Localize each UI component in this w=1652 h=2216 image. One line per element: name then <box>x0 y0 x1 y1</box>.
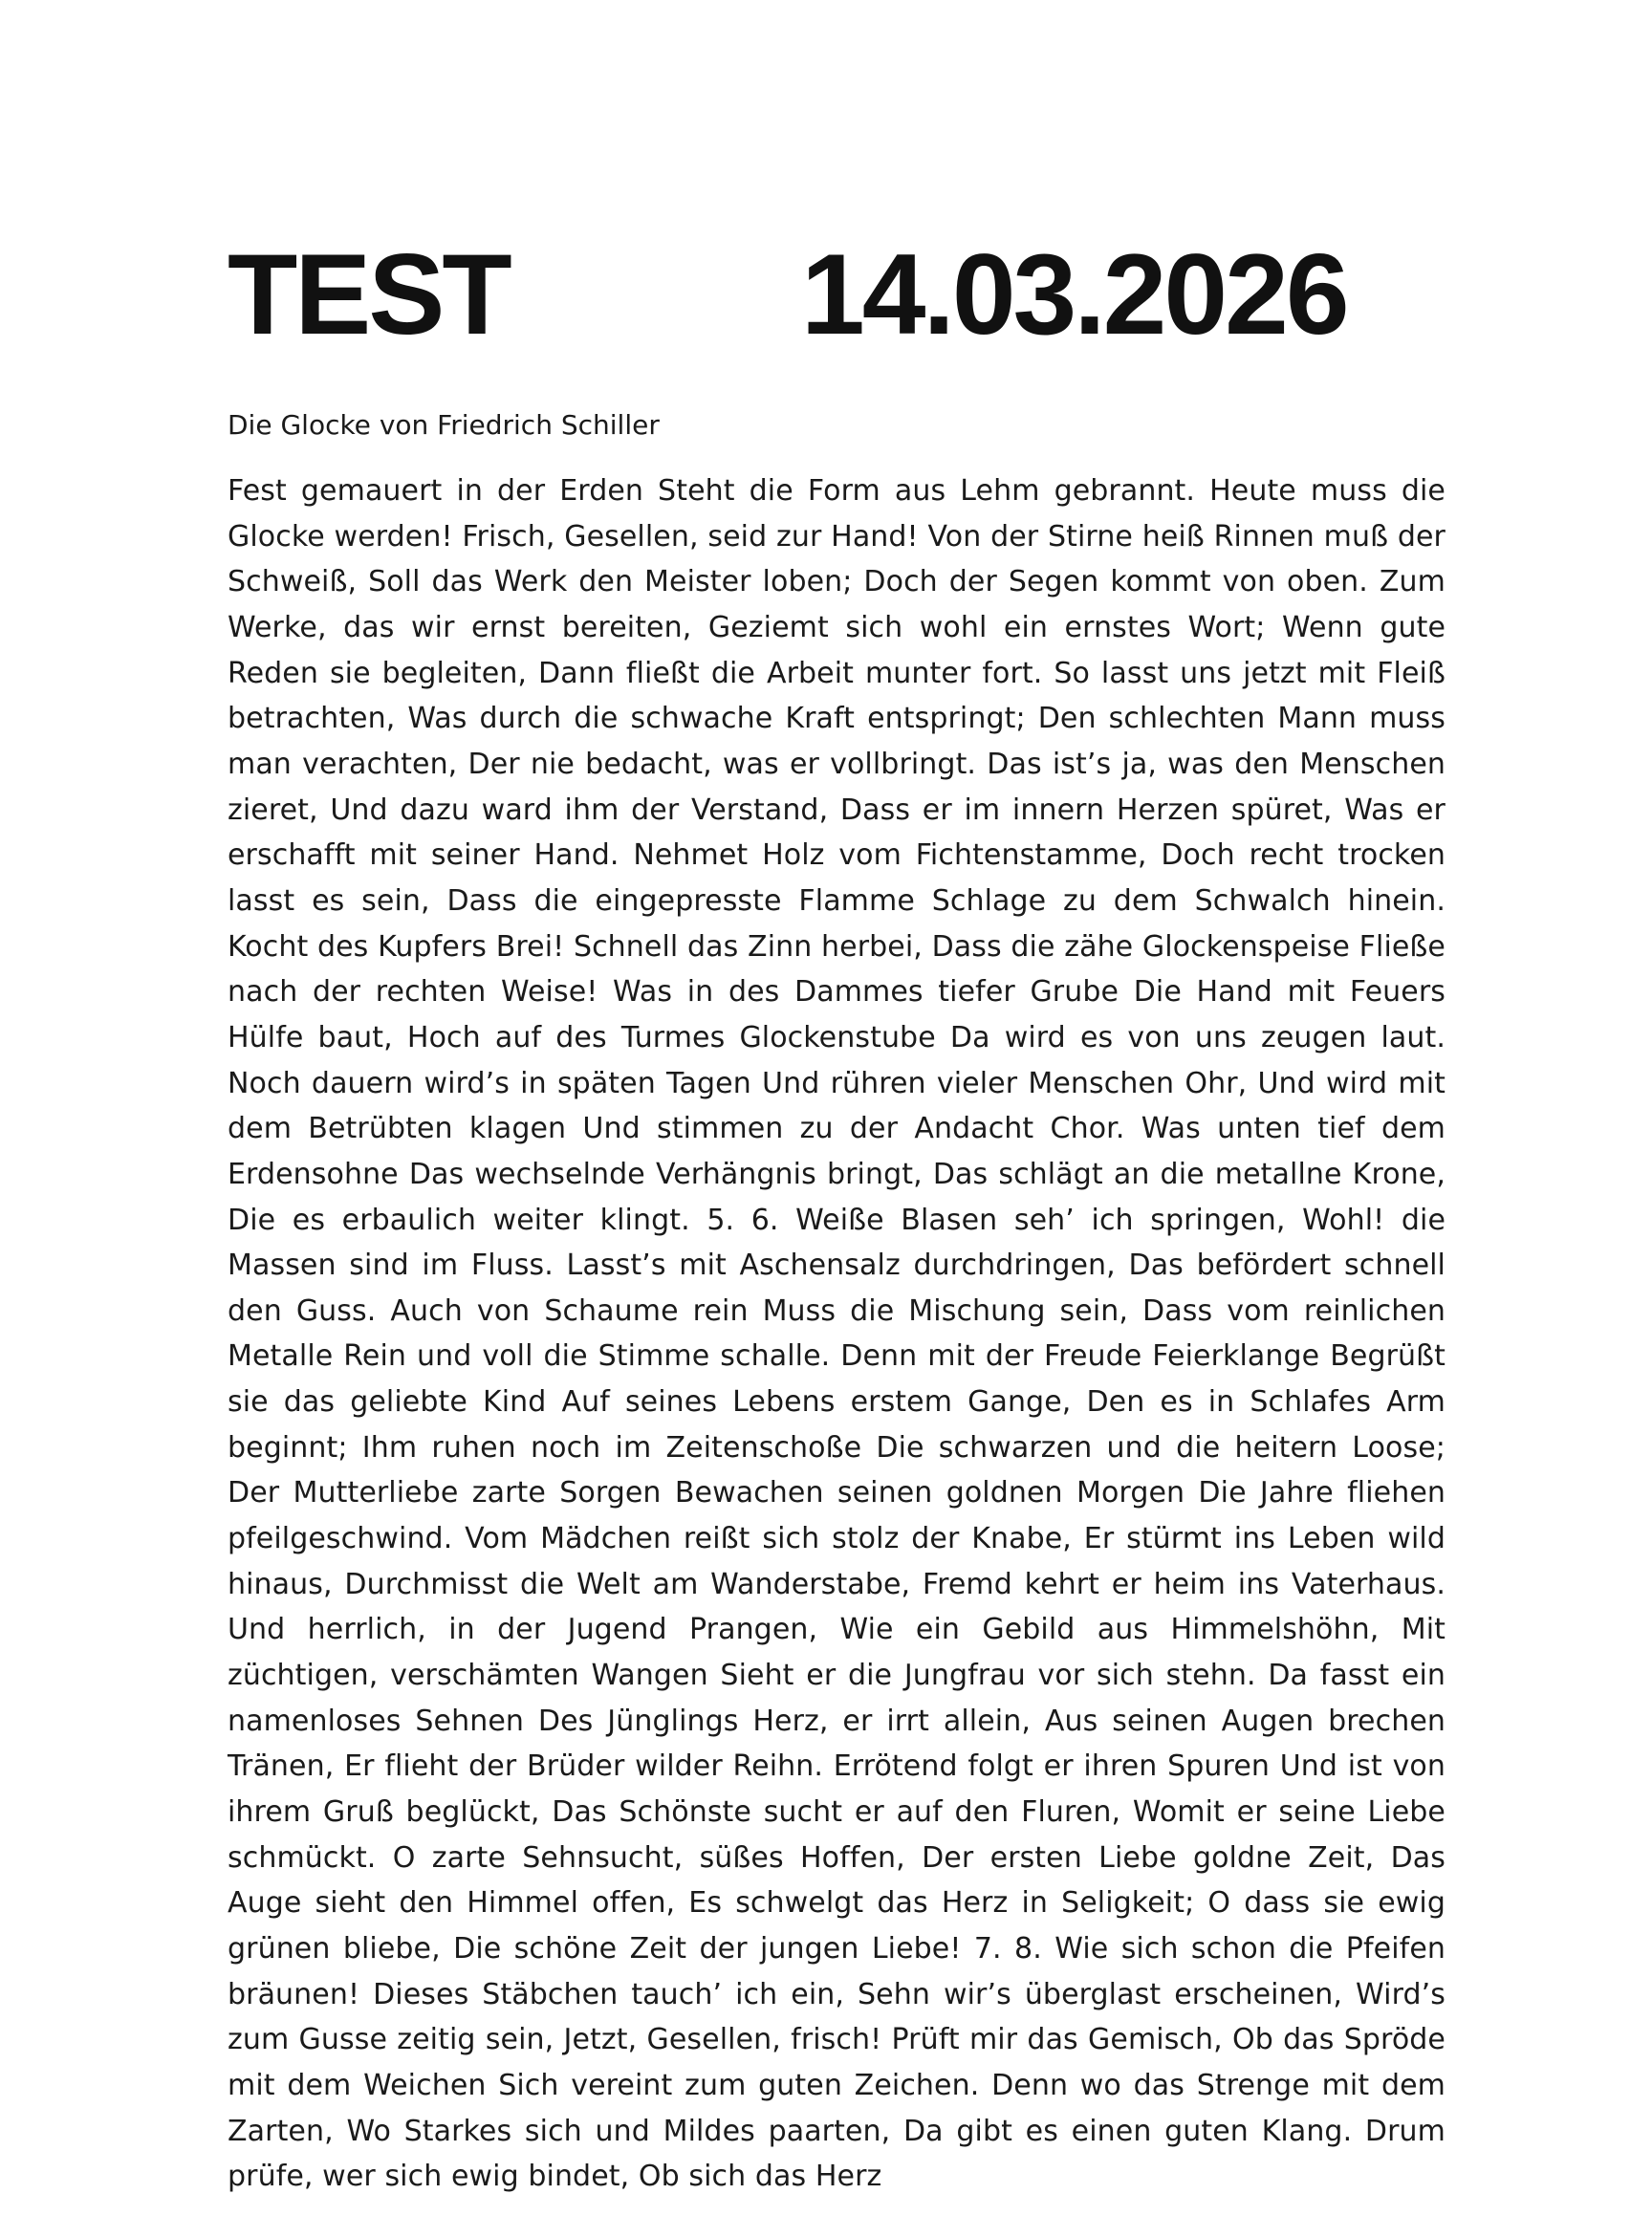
header <box>228 230 1451 358</box>
header-label: TEST <box>228 230 510 358</box>
document-title: Die Glocke von Friedrich Schiller <box>228 409 660 441</box>
document-body: Fest gemauert in der Erden Steht die Form aus Lehm gebrannt. Heute muss die Glocke werden! Frisch, Gesellen, seid zur Hand! Von der Stirne heiß Rinnen muß der Schweiß, Soll das Werk den Meister loben; Doch der Segen kommt von oben. Zum Werke, das wir ernst bereiten, Geziemt sich wohl ein ernstes Wort; Wenn gute Reden sie begleiten, Dann fließt die Arbeit munter fort. So lasst uns jetzt mit Fleiß betrachten, Was durch die schwache Kraft entspringt; Den schlechten Mann muss man verachten, Der nie bedacht, was er vollbringt. Das ist’s ja, was den Menschen zieret, Und dazu ward ihm der Verstand, Dass er im innern Herzen spüret, Was er erschafft mit seiner Hand. Nehmet Holz vom Fichtenstamme, Doch recht trocken lasst es sein, Dass die eingepresste Flamme Schlage zu dem Schwalch hinein. Kocht des Kupfers Brei! Schnell das Zinn herbei, Dass die zähe Glockenspeise Fließe nach der rechten Weise! Was in des Dammes tiefer Grube Die Hand mit Feuers Hülfe baut, Hoch auf des Turmes Glockenstube Da wird es von uns zeugen laut. Noch dauern wird’s in späten Tagen Und rühren vieler Menschen Ohr, Und wird mit dem Betrübten klagen Und stimmen zu der Andacht Chor. Was unten tief dem Erdensohne Das wechselnde Verhängnis bringt, Das schlägt an die metallne Krone, Die es erbaulich weiter klingt. 5. 6. Weiße Blasen seh’ ich springen, Wohl! die Massen sind im Fluss. Lasst’s mit Aschensalz durchdringen, Das befördert schnell den Guss. Auch von Schaume rein Muss die Mischung sein, Dass vom reinlichen Metalle Rein und voll die Stimme schalle. Denn mit der Freude Feierklange Begrüßt sie das geliebte Kind Auf seines Lebens erstem Gange, Den es in Schlafes Arm beginnt; Ihm ruhen noch im Zeitenschoße Die schwarzen und die heitern Loose; Der Mutterliebe zarte Sorgen Bewachen seinen goldnen Morgen Die Jahre fliehen pfeilgeschwind. Vom Mädchen reißt sich stolz der Knabe, Er stürmt ins Leben wild hinaus, Durchmisst die Welt am Wanderstabe, Fremd kehrt er heim ins Vaterhaus. Und herrlich, in der Jugend Prangen, Wie ein Gebild aus Himmelshöhn, Mit züchtigen, verschämten Wangen Sieht er die Jungfrau vor sich stehn. Da fasst ein namenloses Sehnen Des Jünglings Herz, er irrt allein, Aus seinen Augen brechen Tränen, Er flieht der Brüder wilder Reihn. Errötend folgt er ihren Spuren Und ist von ihrem Gruß beglückt, Das Schönste sucht er auf den Fluren, Womit er seine Liebe schmückt. O zarte Sehnsucht, süßes Hoffen, Der ersten Liebe goldne Zeit, Das Auge sieht den Himmel offen, Es schwelgt das Herz in Seligkeit; O dass sie ewig grünen bliebe, Die schöne Zeit der jungen Liebe! 7. 8. Wie sich schon die Pfeifen bräunen! Dieses Stäbchen tauch’ ich ein, Sehn wir’s überglast erscheinen, Wird’s zum Gusse zeitig sein, Jetzt, Gesellen, frisch! Prüft mir das Gemisch, Ob das Spröde mit dem Weichen Sich vereint zum guten Zeichen. Denn wo das Strenge mit dem Zarten, Wo Starkes sich und Mildes paarten, Da gibt es einen guten Klang. Drum prüfe, wer sich ewig bindet, Ob sich das Herz <box>228 474 1446 2194</box>
header-date: 14.03.2026 <box>801 230 1347 358</box>
